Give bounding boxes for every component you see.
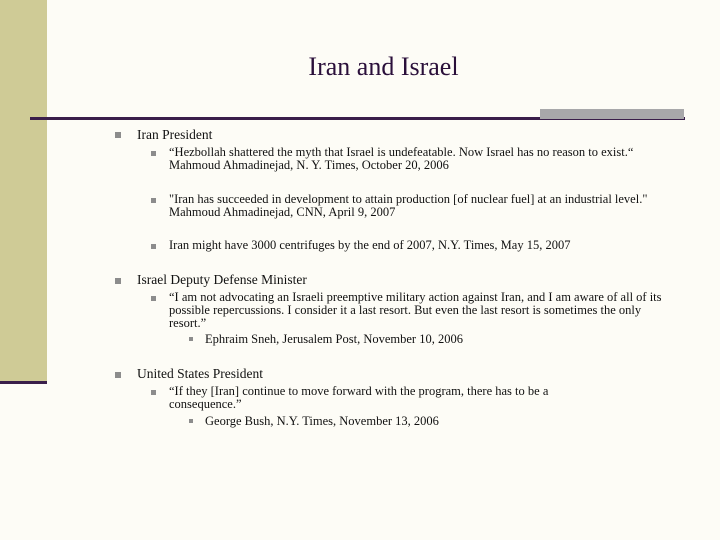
section-heading-israel-deputy-defense-minister: Israel Deputy Defense Minister	[137, 272, 307, 287]
sub-bullet-icon	[151, 296, 156, 301]
section-heading-iran-president: Iran President	[137, 127, 213, 142]
bullet-icon	[115, 278, 121, 284]
attribution-sneh: Ephraim Sneh, Jerusalem Post, November 10, 2006	[205, 332, 463, 346]
left-band-gap	[0, 384, 47, 540]
quote-ahmadinejad-1: “Hezbollah shattered the myth that Israel is undefeatable. Now Israel has no reason to exist.“ Mahmoud Ahmadinejad, N. Y. Times, October 20, 2006	[169, 145, 634, 172]
bullet-icon	[115, 372, 121, 378]
divider-accent	[540, 109, 684, 119]
quote-ahmadinejad-2: "Iran has succeeded in development to attain production [of nuclear fuel] at an industrial level." Mahmoud Ahmadinejad, CNN, April 9, 2007	[169, 192, 648, 219]
quote-bush: “If they [Iran] continue to move forward with the program, there has to be a consequence.”	[169, 384, 549, 411]
section-heading-us-president: United States President	[137, 366, 263, 381]
sub-bullet-icon	[151, 198, 156, 203]
left-accent-bar	[0, 381, 47, 384]
sub-bullet-icon	[151, 390, 156, 395]
square-bullet-icon	[189, 419, 193, 423]
sub-bullet-icon	[151, 244, 156, 249]
centrifuges-note: Iran might have 3000 centrifuges by the end of 2007, N.Y. Times, May 15, 2007	[169, 238, 571, 252]
sub-bullet-icon	[151, 151, 156, 156]
bullet-icon	[115, 132, 121, 138]
square-bullet-icon	[189, 337, 193, 341]
slide-title: Iran and Israel	[308, 52, 459, 81]
attribution-bush: George Bush, N.Y. Times, November 13, 2006	[205, 414, 439, 428]
quote-sneh: “I am not advocating an Israeli preemptive military action against Iran, and I am aware of all of its possible repercussions. I consider it a last resort. But even the last resort is sometimes the only resort.”	[169, 290, 662, 330]
